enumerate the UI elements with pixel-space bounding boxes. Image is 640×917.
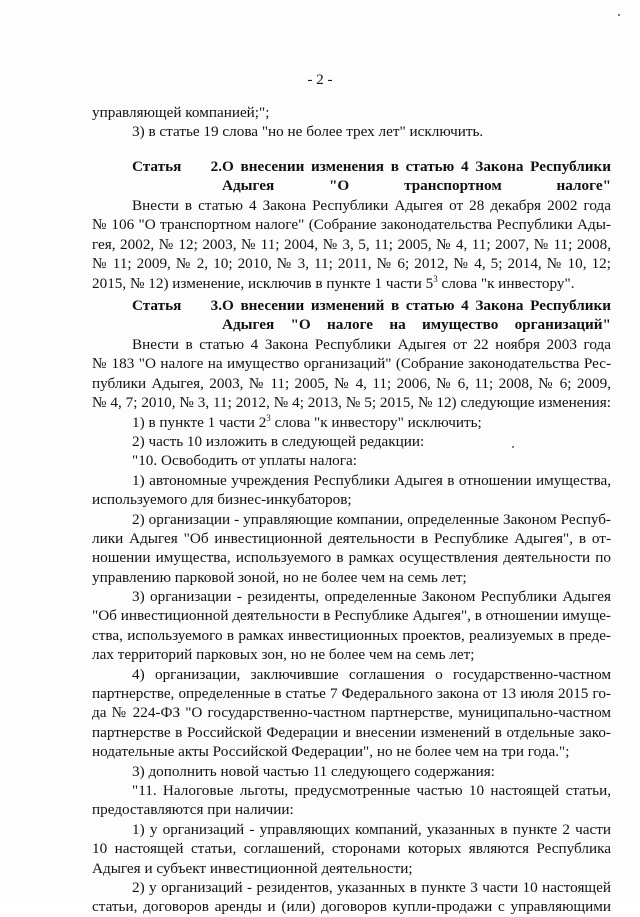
text-line: партнерстве в Российской Федерации и внесении изменений в отдельные зако- xyxy=(92,723,611,741)
text-line: 3) дополнить новой частью 11 следующего содержания: xyxy=(132,762,495,780)
text-line: "10. Освободить от уплаты налога: xyxy=(132,452,357,470)
article3-heading xyxy=(92,296,611,335)
text-line: управлению парковой зоной, но не более чем на семь лет; xyxy=(92,568,467,586)
text-line: 1) у организаций - управляющих компаний, указанных в пункте 2 части xyxy=(132,820,611,838)
page-number: - 2 - xyxy=(307,72,333,88)
text-line: 10 настоящей статьи, соглашений, сторонами которых являются Республика xyxy=(92,840,611,858)
article3-label: Статья 3. xyxy=(132,297,222,314)
text-line: № 4, 7; 2010, № 3, 11; 2012, № 4; 2013, № 5; 2015, № 12) следующие изменения: xyxy=(92,394,611,412)
text-line: предоставляются при наличии: xyxy=(92,801,294,819)
article2-title-line1: О внесении изменения в статью 4 Закона Республики xyxy=(222,158,611,175)
text-line: Внести в статью 4 Закона Республики Адыгея от 22 ноября 2003 года xyxy=(132,336,611,353)
text-line: 2) часть 10 изложить в следующей редакции: xyxy=(132,432,425,450)
article2-label: Статья 2. xyxy=(132,158,222,175)
text-line: ношении имущества, используемого в рамках осуществления деятельности по xyxy=(92,549,611,567)
text-line: № 183 "О налоге на имущество организаций" (Собрание законодательства Рес- xyxy=(92,355,611,373)
scan-speck xyxy=(618,14,620,16)
text-line: 4) организации, заключившие соглашения о государственно-частном xyxy=(132,665,611,683)
text-line: Адыгея и субъект инвестиционной деятельности; xyxy=(92,859,413,877)
article3-body xyxy=(92,335,611,917)
text-line: 3) в статье 19 слова "но не более трех лет" исключить. xyxy=(132,123,484,141)
text-line: лики Адыгея "Об инвестиционной деятельности в Республике Адыгея", в от- xyxy=(92,529,611,547)
text-line: "11. Налоговые льготы, предусмотренные частью 10 настоящей статьи, xyxy=(132,781,611,799)
article2-heading xyxy=(92,157,611,196)
text-line: 2015, № 12) изменение, исключив в пункте 1 части $5^3$ слова "к инвестору". xyxy=(92,273,575,292)
text-line: используемого для бизнес-инкубаторов; xyxy=(92,491,352,509)
text-line: № 106 "О транспортном налоге" (Собрание законодательства Республики Ады- xyxy=(92,216,611,234)
text-line: публики Адыгея, 2003, № 11; 2005, № 4, 11; 2006, № 6, 11; 2008, № 6; 2009, xyxy=(92,374,611,392)
text-line: управляющей компанией;"; xyxy=(92,104,270,121)
text-line: партнерстве, определенные в статье 7 Федерального закона от 13 июля 2015 го- xyxy=(92,685,611,703)
article2-body xyxy=(92,196,611,293)
text-line: гея, 2002, № 12; 2003, № 11; 2004, № 3, 5, 11; 2005, № 4, 11; 2007, № 11; 2008, xyxy=(92,235,611,253)
intro-block xyxy=(92,103,611,142)
text-line: лах территорий парковых зон, но не более чем на семь лет; xyxy=(92,646,475,664)
text-line: ства, используемого в рамках инвестиционных проектов, реализуемых в преде- xyxy=(92,626,611,644)
text-line: 2) у организаций - резидентов, указанных в пункте 3 части 10 настоящей xyxy=(132,878,611,896)
text-line: да № 224-ФЗ "О государственно-частном партнерстве, муниципально-частном xyxy=(92,704,611,722)
text-line: нодательные акты Российской Федерации", но не более чем на три года."; xyxy=(92,743,570,761)
text-line: Внести в статью 4 Закона Республики Адыгея от 28 декабря 2002 года xyxy=(132,197,611,214)
text-line: 1) в пункте 1 части $2^3$ слова "к инвестору" исключить; xyxy=(132,412,482,431)
article3-title-line2: Адыгея "О налоге на имущество организаций" xyxy=(222,316,611,334)
text-line: № 11; 2009, № 2, 10; 2010, № 3, 11; 2011, № 6; 2012, № 4, 5; 2014, № 10, 12; xyxy=(92,255,611,273)
text-line: "Об инвестиционной деятельности в Республике Адыгея", в отношении имуще- xyxy=(92,607,611,625)
text-line: 3) организации - резиденты, определенные Законом Республики Адыгея xyxy=(132,588,611,606)
text-line: 2) организации - управляющие компании, определенные Законом Респуб- xyxy=(132,510,611,528)
text-line: статьи, договоров аренды и (или) договоров купли-продажи с управляющими xyxy=(92,898,611,916)
text-line: 1) автономные учреждения Республики Адыгея в отношении имущества, xyxy=(132,471,611,489)
article3-title-line1: О внесении изменений в статью 4 Закона Республики xyxy=(222,297,611,314)
article2-title-line2: Адыгея "О транспортном налоге" xyxy=(222,177,611,195)
